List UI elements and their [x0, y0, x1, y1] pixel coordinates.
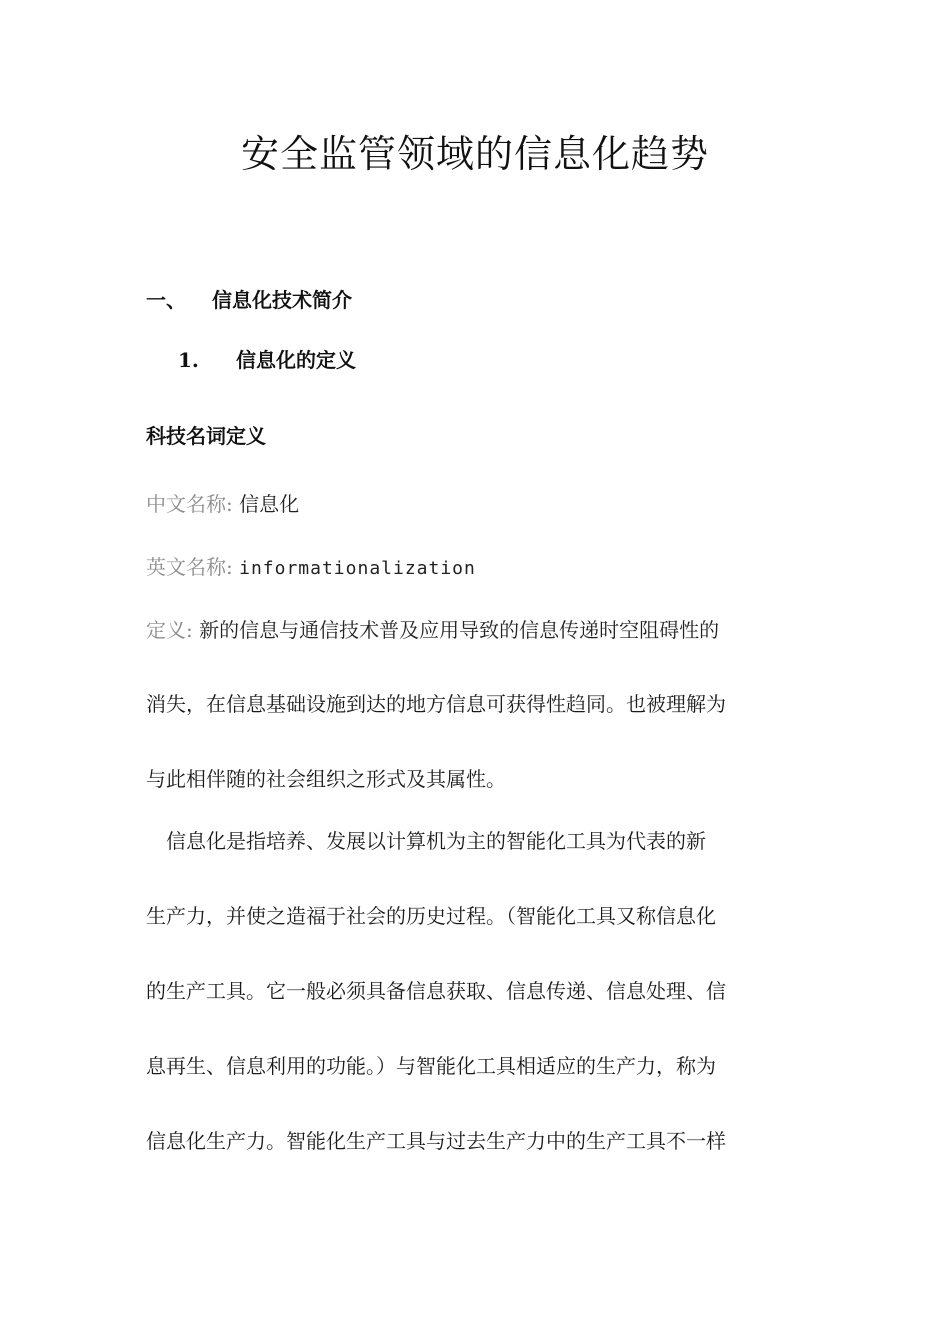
definition-label: 定义:	[146, 618, 193, 642]
document-title: 安全监管领域的信息化趋势	[240, 132, 709, 176]
subsection-number: 1.	[178, 348, 199, 372]
definition-line: 消失，在信息基础设施到达的地方信息可获得性趋同。也被理解为	[146, 692, 726, 716]
subsection-heading	[178, 346, 356, 374]
definition-line: 与此相伴随的社会组织之形式及其属性。	[146, 767, 506, 791]
english-name-value: informationalization	[239, 558, 476, 579]
section-heading	[146, 286, 352, 314]
paragraph-line: 信息化是指培养、发展以计算机为主的智能化工具为代表的新	[146, 829, 706, 853]
chinese-name-label: 中文名称:	[146, 492, 233, 516]
english-name-field	[146, 553, 476, 583]
paragraph-line: 息再生、信息利用的功能。）与智能化工具相适应的生产力，称为	[146, 1054, 716, 1078]
paragraph-line: 生产力，并使之造福于社会的历史过程。（智能化工具又称信息化	[146, 904, 716, 928]
definition-value: 新的信息与通信技术普及应用导致的信息传递时空阻碍性的	[199, 618, 720, 642]
section-title: 信息化技术简介	[212, 288, 352, 312]
definition-field	[146, 616, 719, 644]
english-name-label: 英文名称:	[146, 555, 233, 579]
subsection-title: 信息化的定义	[236, 348, 356, 372]
paragraph-line: 的生产工具。它一般必须具备信息获取、信息传递、信息处理、信	[146, 979, 726, 1003]
paragraph-line: 信息化生产力。智能化生产工具与过去生产力中的生产工具不一样	[146, 1129, 726, 1153]
chinese-name-field	[146, 490, 299, 518]
term-definition-heading: 科技名词定义	[146, 424, 266, 448]
section-number: 一、	[146, 288, 186, 312]
chinese-name-value: 信息化	[239, 492, 300, 516]
